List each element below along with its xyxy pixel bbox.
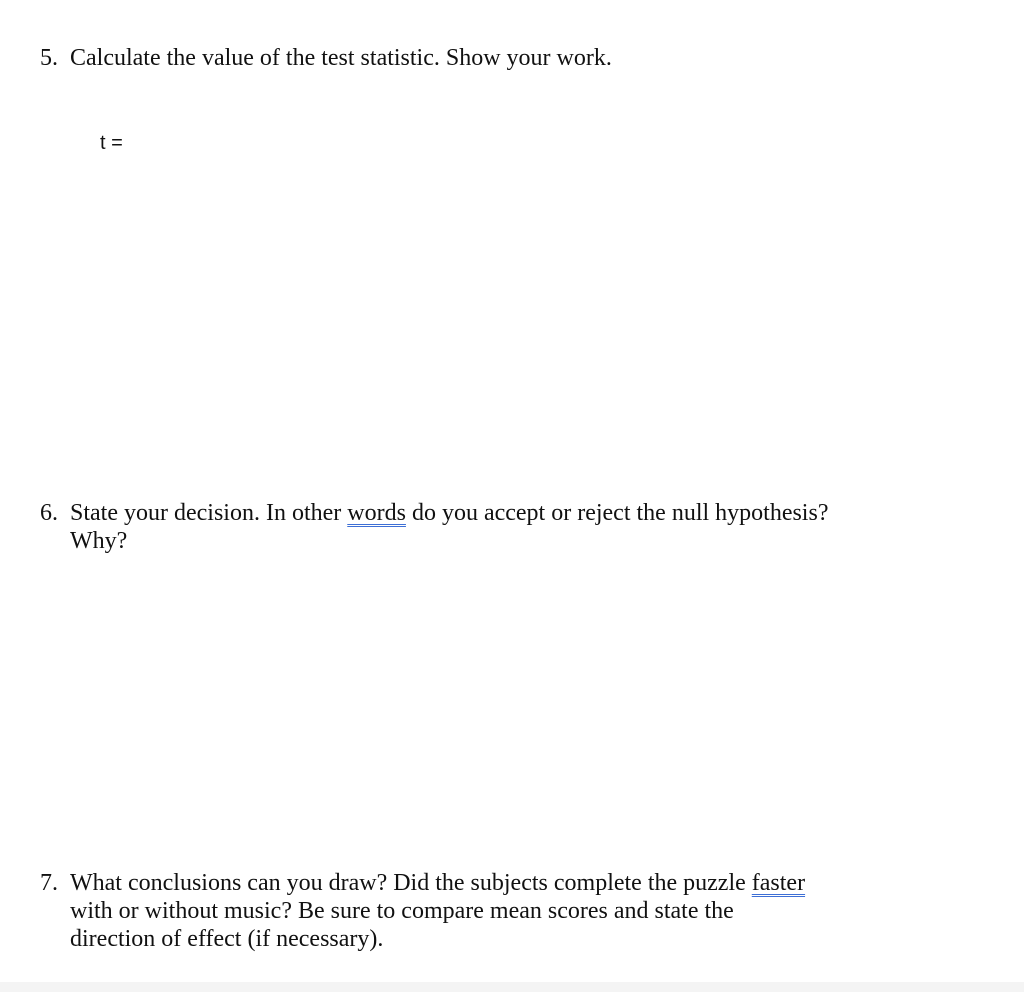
- question-5-line: [40, 44, 612, 72]
- question-7-line-2: with or without music? Be sure to compare mean scores and state the: [70, 898, 734, 924]
- question-6-line-2: Why?: [70, 528, 128, 554]
- question-6-line-1: [40, 499, 828, 527]
- question-6-text-b: do you accept or reject the null hypothesis?: [405, 500, 829, 526]
- grammar-flag-words[interactable]: words: [347, 500, 406, 526]
- t-answer-label: t =: [100, 132, 123, 154]
- question-5: [40, 44, 612, 72]
- page-bottom-edge: [0, 982, 1024, 992]
- question-7-text-a: What conclusions can you draw? Did the subjects complete the puzzle: [70, 870, 752, 896]
- question-7-line-3: direction of effect (if necessary).: [70, 926, 384, 952]
- question-6: [40, 499, 828, 555]
- question-7-line-1: [40, 869, 805, 897]
- question-7: [40, 869, 805, 953]
- question-6-text-a: State your decision. In other: [70, 500, 348, 526]
- question-7-number: 7.: [40, 870, 58, 896]
- question-5-number: 5.: [40, 45, 58, 71]
- question-5-text: Calculate the value of the test statistic. Show your work.: [70, 45, 612, 71]
- question-6-number: 6.: [40, 500, 58, 526]
- grammar-flag-faster[interactable]: faster: [751, 870, 806, 896]
